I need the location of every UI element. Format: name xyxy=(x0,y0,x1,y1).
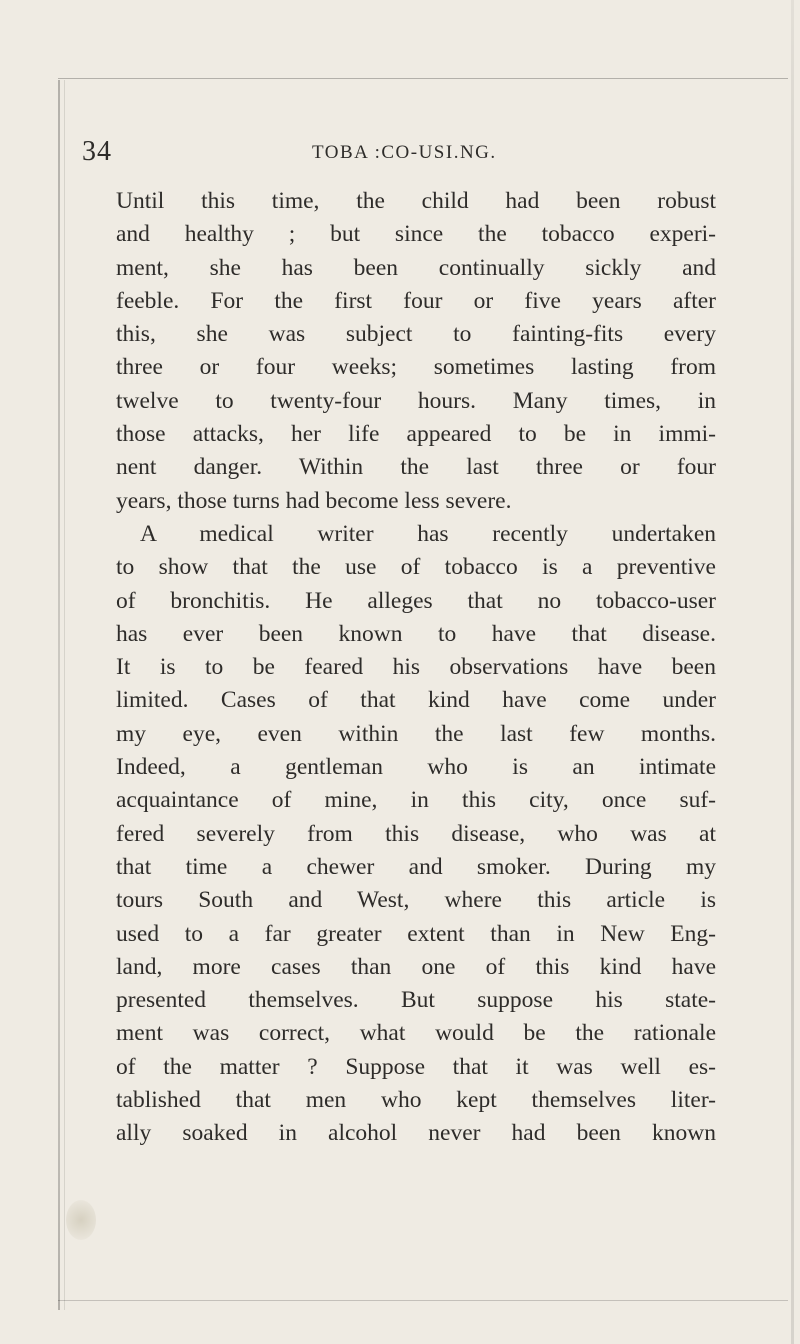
text-line: twelve to twenty-four hours. Many times, in xyxy=(116,387,716,414)
text-line: Until this time, the child had been robust xyxy=(116,188,716,214)
text-line: feeble. For the first four or five years after xyxy=(116,287,716,314)
running-head: TOBA :CO-USI.NG. xyxy=(312,142,497,163)
page-edge-top xyxy=(58,78,788,79)
page-edge-bottom xyxy=(58,1300,788,1301)
text-line: ment was correct, what would be the rationale xyxy=(116,1020,716,1047)
text-line: presented themselves. But suppose his state- xyxy=(116,987,716,1014)
page-number: 34 xyxy=(82,136,112,167)
text-line: this, she was subject to fainting-fits every xyxy=(116,321,716,348)
text-line: years, those turns had become less severe. xyxy=(116,487,512,514)
page-edge-right xyxy=(791,0,794,1344)
body-text xyxy=(116,185,716,1151)
text-line: ment, she has been continually sickly and xyxy=(116,254,716,281)
text-line: has ever been known to have that disease. xyxy=(116,620,716,647)
page-header xyxy=(82,136,722,176)
text-line: to show that the use of tobacco is a preventive xyxy=(116,554,716,581)
text-line: my eye, even within the last few months. xyxy=(116,720,716,747)
text-line: those attacks, her life appeared to be in immi- xyxy=(116,421,716,448)
text-line: It is to be feared his observations have been xyxy=(116,654,716,681)
text-line: A medical writer has recently undertaken xyxy=(140,520,716,547)
paper-stain xyxy=(66,1200,96,1240)
text-line: Indeed, a gentleman who is an intimate xyxy=(116,754,716,781)
text-line: three or four weeks; sometimes lasting from xyxy=(116,354,716,381)
text-line: limited. Cases of that kind have come under xyxy=(116,687,716,714)
text-line: of the matter ? Suppose that it was well es- xyxy=(116,1053,716,1080)
page-edge-left-inner xyxy=(64,80,65,1310)
page-edge-left xyxy=(58,80,60,1310)
text-line: used to a far greater extent than in New Eng- xyxy=(116,920,716,947)
text-line: of bronchitis. He alleges that no tobacco-user xyxy=(116,587,716,614)
text-line: and healthy ; but since the tobacco experi- xyxy=(116,221,716,248)
text-line: tablished that men who kept themselves liter- xyxy=(116,1087,716,1114)
text-line: land, more cases than one of this kind have xyxy=(116,953,716,980)
text-line: ally soaked in alcohol never had been known xyxy=(116,1120,716,1147)
text-line: fered severely from this disease, who was at xyxy=(116,820,716,847)
text-line: acquaintance of mine, in this city, once suf- xyxy=(116,787,716,814)
text-line: that time a chewer and smoker. During my xyxy=(116,853,716,880)
text-line: nent danger. Within the last three or four xyxy=(116,454,716,481)
text-line: tours South and West, where this article is xyxy=(116,887,716,914)
